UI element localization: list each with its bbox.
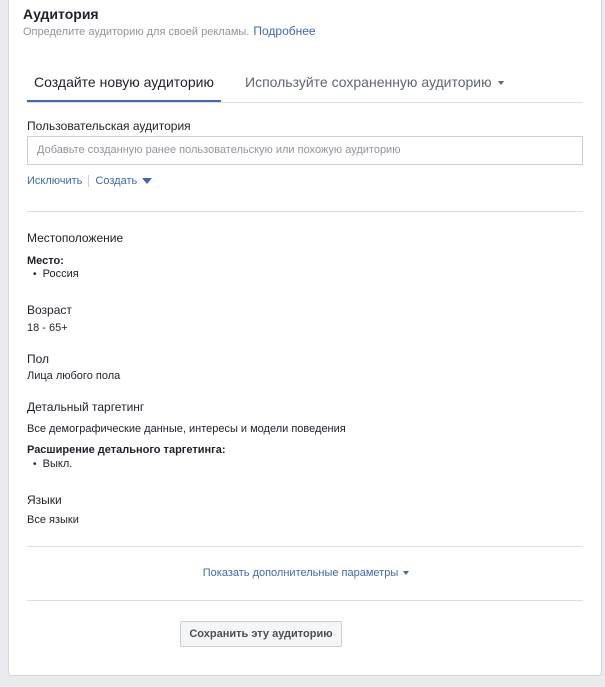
divider <box>27 546 583 547</box>
link-divider <box>88 175 89 187</box>
audience-card <box>8 0 602 676</box>
custom-audience-label: Пользовательская аудитория <box>27 119 191 133</box>
caret-down-icon <box>403 571 409 575</box>
create-label: Создать <box>95 175 138 187</box>
tab-use-saved-audience[interactable] <box>245 62 504 102</box>
expansion-item <box>33 458 72 470</box>
place-item <box>33 268 79 280</box>
create-dropdown[interactable] <box>95 175 152 187</box>
gender-value: Лица любого пола <box>27 370 121 382</box>
section-subtitle <box>23 24 316 38</box>
audience-tabs <box>27 62 583 103</box>
age-title: Возраст <box>27 303 72 317</box>
detailed-targeting-title: Детальный таргетинг <box>27 400 145 414</box>
exclude-link[interactable]: Исключить <box>27 175 83 187</box>
caret-down-icon <box>498 81 504 85</box>
bullet-icon: • <box>33 459 37 470</box>
subtitle-text: Определите аудиторию для своей рекламы. <box>23 26 250 38</box>
caret-down-icon <box>142 178 152 184</box>
save-audience-button[interactable]: Сохранить эту аудиторию <box>180 621 342 647</box>
languages-value: Все языки <box>27 514 79 526</box>
custom-audience-actions <box>27 175 152 187</box>
divider <box>27 600 583 601</box>
expansion-label: Расширение детального таргетинга: <box>27 444 226 456</box>
section-title: Аудитория <box>23 6 99 22</box>
tab-label: Создайте новую аудиторию <box>34 74 214 90</box>
age-value: 18 - 65+ <box>27 322 68 334</box>
place-value: Россия <box>42 268 79 280</box>
show-more-options-link[interactable] <box>9 567 603 579</box>
tab-create-new-audience[interactable] <box>27 62 221 102</box>
custom-audience-input[interactable]: Добавьте созданную ранее пользовательскую или похожую аудиторию <box>27 136 583 165</box>
show-more-label: Показать дополнительные параметры <box>202 567 399 579</box>
expansion-value: Выкл. <box>42 458 73 470</box>
languages-title: Языки <box>27 493 62 507</box>
detailed-targeting-value: Все демографические данные, интересы и модели поведения <box>27 423 346 435</box>
bullet-icon: • <box>33 269 37 280</box>
divider <box>27 211 583 212</box>
location-title: Местоположение <box>27 231 124 245</box>
gender-title: Пол <box>27 352 50 366</box>
place-label: Место: <box>27 255 64 267</box>
tab-label: Используйте сохраненную аудиторию <box>245 74 492 90</box>
learn-more-link[interactable]: Подробнее <box>253 24 316 38</box>
